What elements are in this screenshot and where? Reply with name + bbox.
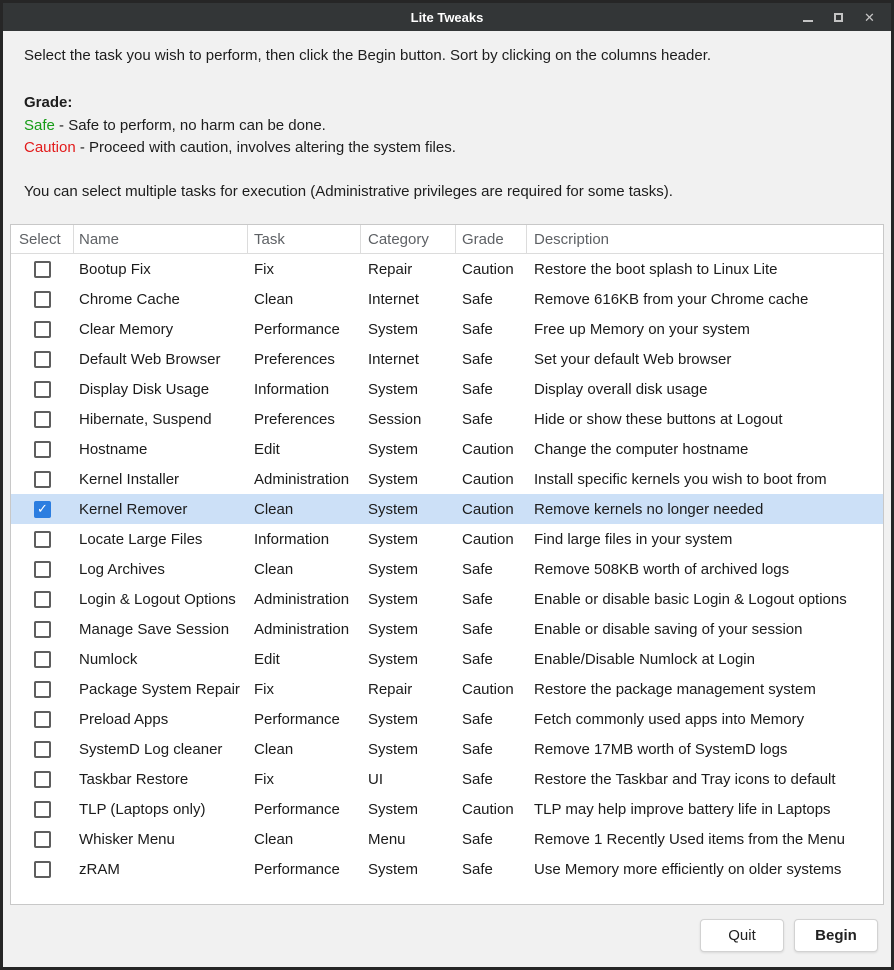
- cell-category: System: [368, 710, 419, 728]
- cell-description: Display overall disk usage: [534, 380, 708, 398]
- cell-description: Enable or disable basic Login & Logout options: [534, 590, 847, 608]
- cell-grade: Safe: [462, 290, 493, 308]
- row-checkbox[interactable]: [34, 771, 51, 788]
- row-checkbox[interactable]: [34, 381, 51, 398]
- cell-select: [11, 554, 74, 584]
- cell-select: [11, 584, 74, 614]
- cell-name: Hibernate, Suspend: [79, 410, 212, 428]
- cell-description: Remove 616KB from your Chrome cache: [534, 290, 809, 308]
- table-row[interactable]: [11, 314, 883, 344]
- cell-description: Restore the package management system: [534, 680, 816, 698]
- cell-grade: Caution: [462, 470, 514, 488]
- cell-name: zRAM: [79, 860, 120, 878]
- cell-grade: Safe: [462, 620, 493, 638]
- cell-select: [11, 404, 74, 434]
- cell-category: System: [368, 320, 419, 338]
- column-header-category[interactable]: Category: [361, 225, 456, 253]
- cell-description: Free up Memory on your system: [534, 320, 750, 338]
- cell-task: Fix: [254, 260, 274, 278]
- row-checkbox[interactable]: [34, 801, 51, 818]
- row-checkbox[interactable]: [34, 321, 51, 338]
- row-checkbox[interactable]: [34, 261, 51, 278]
- cell-name: Bootup Fix: [79, 260, 151, 278]
- cell-task: Clean: [254, 560, 294, 578]
- intro-text: Select the task you wish to perform, then click the Begin button. Sort by clicking on the columns header.: [24, 47, 712, 64]
- cell-select: [11, 824, 74, 854]
- table-row[interactable]: [11, 554, 883, 584]
- table-row[interactable]: [11, 494, 883, 524]
- cell-category: System: [368, 560, 419, 578]
- cell-name: Package System Repair: [79, 680, 240, 698]
- cell-grade: Safe: [462, 740, 493, 758]
- close-button[interactable]: [854, 3, 885, 31]
- column-header-select[interactable]: Select: [11, 225, 74, 253]
- table-row[interactable]: [11, 734, 883, 764]
- row-checkbox[interactable]: [34, 741, 51, 758]
- cell-category: Session: [368, 410, 422, 428]
- cell-name: Manage Save Session: [79, 620, 230, 638]
- cell-name: SystemD Log cleaner: [79, 740, 223, 758]
- cell-category: System: [368, 800, 419, 818]
- table-row[interactable]: [11, 404, 883, 434]
- cell-category: System: [368, 740, 419, 758]
- table-row[interactable]: [11, 434, 883, 464]
- safe-legend-line: [24, 117, 870, 135]
- cell-category: UI: [368, 770, 383, 788]
- multi-select-note: You can select multiple tasks for execution (Administrative privileges are required for some tasks).: [24, 183, 673, 200]
- cell-grade: Safe: [462, 350, 493, 368]
- minimize-button[interactable]: [792, 3, 823, 31]
- cell-select: [11, 314, 74, 344]
- close-icon: ✕: [864, 9, 875, 25]
- cell-select: [11, 434, 74, 464]
- cell-category: Internet: [368, 290, 419, 308]
- row-checkbox-checked[interactable]: [34, 501, 51, 518]
- table-row[interactable]: [11, 524, 883, 554]
- maximize-button[interactable]: [823, 3, 854, 31]
- cell-grade: Safe: [462, 410, 493, 428]
- cell-grade: Caution: [462, 440, 514, 458]
- cell-description: Fetch commonly used apps into Memory: [534, 710, 805, 728]
- cell-grade: Safe: [462, 380, 493, 398]
- cell-description: Restore the boot splash to Linux Lite: [534, 260, 778, 278]
- row-checkbox[interactable]: [34, 681, 51, 698]
- cell-category: Repair: [368, 260, 413, 278]
- caution-legend-line: [24, 139, 870, 157]
- cell-description: Change the computer hostname: [534, 440, 749, 458]
- cell-category: System: [368, 620, 419, 638]
- row-checkbox[interactable]: [34, 531, 51, 548]
- row-checkbox[interactable]: [34, 591, 51, 608]
- table-body: [11, 254, 883, 884]
- cell-select: [11, 344, 74, 374]
- cell-description: Remove 17MB worth of SystemD logs: [534, 740, 788, 758]
- cell-name: Display Disk Usage: [79, 380, 210, 398]
- minimize-icon: [803, 20, 813, 22]
- table-row[interactable]: [11, 344, 883, 374]
- cell-category: System: [368, 440, 419, 458]
- row-checkbox[interactable]: [34, 651, 51, 668]
- cell-task: Administration: [254, 620, 350, 638]
- cell-name: Whisker Menu: [79, 830, 175, 848]
- cell-name: Clear Memory: [79, 320, 174, 338]
- cell-grade: Caution: [462, 530, 514, 548]
- row-checkbox[interactable]: [34, 711, 51, 728]
- cell-category: Menu: [368, 830, 406, 848]
- cell-task: Preferences: [254, 410, 335, 428]
- window-content: [3, 31, 891, 967]
- cell-grade: Safe: [462, 560, 493, 578]
- cell-task: Information: [254, 380, 330, 398]
- cell-name: Kernel Remover: [79, 500, 188, 518]
- cell-name: TLP (Laptops only): [79, 800, 206, 818]
- cell-name: Numlock: [79, 650, 138, 668]
- cell-select: [11, 794, 74, 824]
- cell-select: [11, 524, 74, 554]
- cell-grade: Safe: [462, 710, 493, 728]
- footer-actions: [3, 905, 891, 952]
- table-row[interactable]: [11, 674, 883, 704]
- cell-description: Enable/Disable Numlock at Login: [534, 650, 755, 668]
- table-row[interactable]: [11, 254, 883, 284]
- cell-description: Find large files in your system: [534, 530, 733, 548]
- table-row[interactable]: [11, 584, 883, 614]
- maximize-icon: [834, 13, 843, 22]
- cell-description: Remove kernels no longer needed: [534, 500, 764, 518]
- row-checkbox[interactable]: [34, 291, 51, 308]
- column-header-name[interactable]: Name: [74, 225, 248, 253]
- cell-task: Clean: [254, 740, 294, 758]
- cell-name: Login & Logout Options: [79, 590, 236, 608]
- cell-select: [11, 254, 74, 284]
- table-header-row: [11, 225, 883, 254]
- grade-legend-heading: Grade:: [24, 94, 73, 111]
- cell-name: Preload Apps: [79, 710, 169, 728]
- cell-grade: Safe: [462, 650, 493, 668]
- cell-task: Edit: [254, 440, 280, 458]
- cell-grade: Safe: [462, 860, 493, 878]
- table-row[interactable]: [11, 374, 883, 404]
- cell-task: Preferences: [254, 350, 335, 368]
- cell-task: Performance: [254, 860, 340, 878]
- tasks-table: [10, 224, 884, 905]
- cell-grade: Caution: [462, 680, 514, 698]
- cell-task: Information: [254, 530, 330, 548]
- cell-task: Performance: [254, 710, 340, 728]
- cell-name: Chrome Cache: [79, 290, 180, 308]
- cell-select: [11, 764, 74, 794]
- cell-task: Clean: [254, 290, 294, 308]
- cell-select: [11, 734, 74, 764]
- cell-description: TLP may help improve battery life in Laptops: [534, 800, 831, 818]
- window-title: Lite Tweaks: [410, 9, 484, 25]
- row-checkbox[interactable]: [34, 561, 51, 578]
- cell-description: Install specific kernels you wish to boot from: [534, 470, 827, 488]
- row-checkbox[interactable]: [34, 411, 51, 428]
- cell-select: [11, 374, 74, 404]
- row-checkbox[interactable]: [34, 861, 51, 878]
- cell-select: [11, 284, 74, 314]
- table-row[interactable]: [11, 644, 883, 674]
- table-row[interactable]: [11, 704, 883, 734]
- table-row[interactable]: [11, 854, 883, 884]
- cell-select: [11, 614, 74, 644]
- cell-name: Locate Large Files: [79, 530, 203, 548]
- cell-grade: Caution: [462, 500, 514, 518]
- cell-grade: Caution: [462, 260, 514, 278]
- cell-grade: Safe: [462, 770, 493, 788]
- cell-category: System: [368, 500, 419, 518]
- row-checkbox[interactable]: [34, 621, 51, 638]
- row-checkbox[interactable]: [34, 441, 51, 458]
- cell-grade: Safe: [462, 320, 493, 338]
- cell-select: [11, 854, 74, 884]
- checkmark-icon: ✓: [37, 501, 48, 516]
- column-header-description[interactable]: Description: [534, 230, 610, 248]
- row-checkbox[interactable]: [34, 471, 51, 488]
- cell-task: Administration: [254, 590, 350, 608]
- cell-task: Fix: [254, 680, 274, 698]
- cell-category: Repair: [368, 680, 413, 698]
- table-row[interactable]: [11, 764, 883, 794]
- cell-grade: Safe: [462, 830, 493, 848]
- cell-task: Fix: [254, 770, 274, 788]
- cell-name: Kernel Installer: [79, 470, 180, 488]
- column-header-task[interactable]: Task: [248, 225, 361, 253]
- cell-task: Clean: [254, 500, 294, 518]
- cell-category: System: [368, 470, 419, 488]
- safe-term: Safe: [24, 117, 55, 134]
- quit-button[interactable]: Quit: [700, 919, 784, 952]
- table-row[interactable]: [11, 614, 883, 644]
- cell-category: System: [368, 530, 419, 548]
- cell-task: Edit: [254, 650, 280, 668]
- cell-description: Restore the Taskbar and Tray icons to default: [534, 770, 836, 788]
- caution-description: - Proceed with caution, involves altering the system files.: [75, 139, 456, 156]
- cell-description: Hide or show these buttons at Logout: [534, 410, 783, 428]
- cell-select: [11, 644, 74, 674]
- cell-name: Hostname: [79, 440, 148, 458]
- cell-description: Use Memory more efficiently on older systems: [534, 860, 842, 878]
- window-controls: [792, 3, 891, 31]
- cell-category: System: [368, 860, 419, 878]
- cell-category: System: [368, 380, 419, 398]
- caution-term: Caution: [24, 139, 76, 156]
- cell-description: Remove 508KB worth of archived logs: [534, 560, 790, 578]
- cell-category: Internet: [368, 350, 419, 368]
- cell-task: Administration: [254, 470, 350, 488]
- safe-description: - Safe to perform, no harm can be done.: [54, 117, 326, 134]
- cell-task: Performance: [254, 800, 340, 818]
- cell-grade: Safe: [462, 590, 493, 608]
- cell-select: [11, 704, 74, 734]
- titlebar: [3, 3, 891, 31]
- cell-category: System: [368, 650, 419, 668]
- row-checkbox[interactable]: [34, 351, 51, 368]
- cell-task: Performance: [254, 320, 340, 338]
- cell-description: Remove 1 Recently Used items from the Menu: [534, 830, 845, 848]
- cell-category: System: [368, 590, 419, 608]
- cell-select: [11, 674, 74, 704]
- begin-button[interactable]: Begin: [794, 919, 878, 952]
- table-row[interactable]: [11, 794, 883, 824]
- cell-select: [11, 464, 74, 494]
- column-header-grade[interactable]: Grade: [456, 225, 527, 253]
- cell-description: Enable or disable saving of your session: [534, 620, 803, 638]
- row-checkbox[interactable]: [34, 831, 51, 848]
- cell-description: Set your default Web browser: [534, 350, 732, 368]
- cell-grade: Caution: [462, 800, 514, 818]
- cell-name: Default Web Browser: [79, 350, 221, 368]
- table-row[interactable]: [11, 824, 883, 854]
- cell-name: Taskbar Restore: [79, 770, 189, 788]
- table-row[interactable]: [11, 284, 883, 314]
- cell-name: Log Archives: [79, 560, 165, 578]
- cell-task: Clean: [254, 830, 294, 848]
- table-row[interactable]: [11, 464, 883, 494]
- cell-select: [11, 494, 74, 524]
